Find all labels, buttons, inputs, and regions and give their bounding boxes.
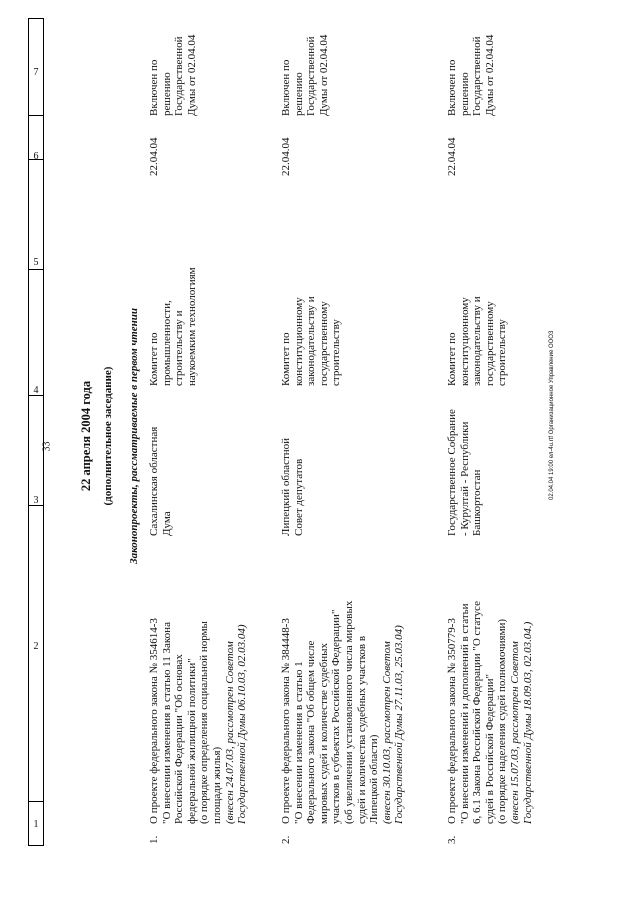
description-line: "О внесении изменений и дополнений в статьи (458, 603, 471, 824)
bill-author: Сахалинская областная Дума (148, 426, 173, 536)
column-divider (29, 269, 43, 270)
bill-author: Государственное Собрание - Курултай - Республики Башкортостан (446, 409, 484, 536)
description-note-line: (внесен 30.10.03, рассмотрен Советом (380, 641, 393, 824)
review-date: 22.04.04 (280, 137, 292, 176)
description-note-line: (внесен 15.07.03, рассмотрен Советом (508, 641, 521, 824)
column-number: 3 (33, 495, 39, 506)
bill-description (446, 542, 534, 824)
description-line: участков в субъектах Российской Федерации" (330, 609, 343, 824)
row-number: 2. (280, 835, 292, 844)
inclusion-note: Включен по решению Государственной Думы от 02.04.04 (446, 34, 496, 116)
review-date: 22.04.04 (446, 137, 458, 176)
description-note-line: Государственной Думы 06.10.03, 02.03.04) (236, 624, 249, 824)
review-date: 22.04.04 (148, 137, 160, 176)
description-line: судей и количества судебных участков в (355, 635, 368, 824)
description-line: Липецкой области) (368, 734, 381, 824)
description-note-line: Государственной Думы 27.11.03, 25.03.04) (393, 625, 406, 824)
column-divider (29, 115, 43, 116)
description-note-line: (внесен 24.07.03, рассмотрен Советом (223, 641, 236, 824)
responsible-committee: Комитет по конституционному законодательству и государственному строительству (446, 296, 509, 386)
page-number: 33 (41, 441, 53, 452)
column-number: 6 (33, 151, 39, 162)
description-line: площади жилья) (210, 746, 223, 824)
heading-date: 22 апреля 2004 года (79, 380, 93, 492)
description-line: О проекте федерального закона № 350779-3 (446, 618, 458, 824)
description-line: "О внесении изменения в статью 11 Закона (160, 622, 173, 824)
description-line: (об увеличении установленного числа мировых (342, 600, 355, 824)
bill-description (280, 542, 406, 824)
column-number: 4 (33, 385, 39, 396)
description-note-line: Государственной Думы 18.09.03, 02.03.04.) (521, 621, 534, 824)
inclusion-note: Включен по решению Государственной Думы от 02.04.04 (280, 34, 330, 116)
document-body (60, 16, 620, 856)
description-line: федеральной жилищной политики" (185, 658, 198, 824)
heading-section: Законопроекты, рассматриваемые в первом чтении (128, 308, 140, 564)
row-number: 1. (148, 835, 160, 844)
description-line: Федерального закона "Об общем числе (305, 640, 318, 824)
description-line: судей в Российской Федерации" (483, 673, 496, 824)
column-number: 1 (33, 819, 39, 830)
column-number: 7 (33, 67, 39, 78)
column-divider (29, 801, 43, 802)
row-number: 3. (446, 835, 458, 844)
inclusion-note: Включен по решению Государственной Думы от 02.04.04 (148, 34, 198, 116)
description-line: (о порядке определения социальной нормы (198, 621, 211, 824)
column-number: 2 (33, 641, 39, 652)
responsible-committee: Комитет по конституционному законодательству и государственному строительству (280, 296, 343, 386)
description-line: Российской Федерации "Об основах (173, 654, 186, 824)
column-number-strip (28, 18, 44, 846)
heading-session: (дополнительное заседание) (102, 366, 114, 506)
description-line: О проекте федерального закона № 384448-3 (280, 618, 292, 824)
column-number: 5 (33, 257, 39, 268)
description-line: мировых судей и количестве судебных (317, 642, 330, 824)
description-line: "О внесении изменения в статью 1 (292, 661, 305, 824)
bill-description (148, 542, 249, 824)
footer-line: 02.04.04 19:00 ел-4u.rtf Организационное Управление ООО3 (549, 330, 555, 500)
description-line: 6, 6.1 Закона Российской Федерации "О статусе (471, 600, 484, 824)
description-line: (о порядке наделения судей полномочиями) (496, 618, 509, 824)
responsible-committee: Комитет по промышленности, строительству и наукоемким технологиям (148, 267, 198, 386)
bill-author: Липецкий областной Совет депутатов (280, 437, 305, 536)
description-line: О проекте федерального закона № 354614-3 (148, 618, 160, 824)
